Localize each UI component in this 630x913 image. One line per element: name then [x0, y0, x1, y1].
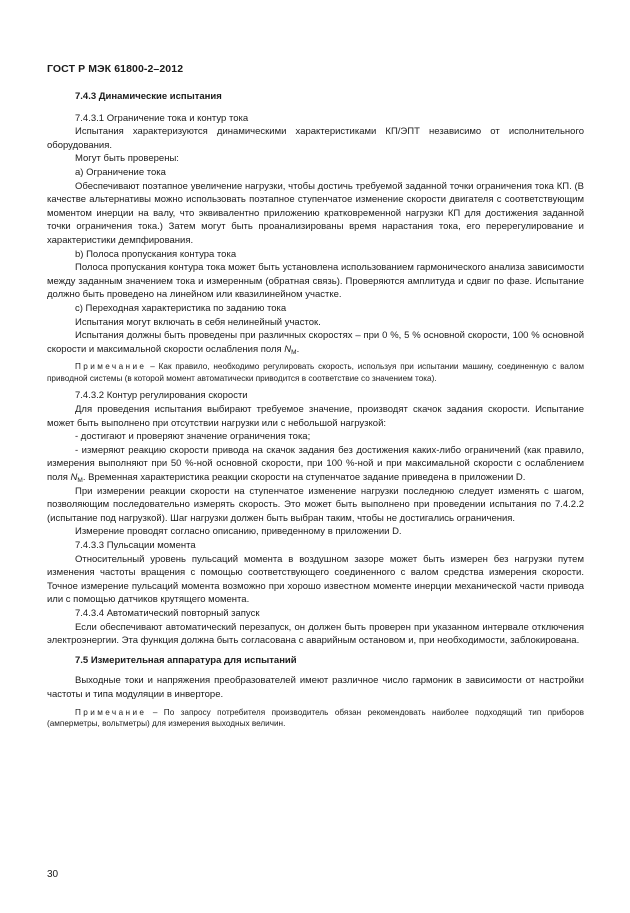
list-item — [47, 444, 584, 485]
page-number: 30 — [47, 869, 59, 880]
subsection-title: 7.4.3.1 Ограничение тока и контур тока — [75, 112, 249, 124]
note — [47, 707, 584, 730]
paragraph: Могут быть проверены: — [75, 153, 179, 165]
list-item: с) Переходная характеристика по заданию тока — [75, 302, 287, 314]
paragraph: При измерении реакции скорости на ступенчатое изменение нагрузки последнюю следует изменять с шагом, позволяющим последовательно измерять скорость. Это может быть выполнено при проведении испытания по 7.4.2.2 (испытание под нагрузкой). Шаг нагрузки должен быть выбран таким, чтобы не достигались ограничения. — [47, 485, 584, 524]
paragraph: Если обеспечивают автоматический перезапуск, он должен быть проверен при указанном интервале отключения электроэнергии. Эта функция должна быть согласована с аварийным остановом и, при необходимости, заблокирована. — [47, 621, 584, 647]
note-label: Примечание — [75, 362, 147, 372]
paragraph — [47, 329, 584, 356]
section-heading-7-4-3: 7.4.3 Динамические испытания — [75, 91, 222, 102]
subscript: M — [77, 477, 83, 485]
list-item: b) Полоса пропускания контура тока — [75, 248, 237, 260]
note-text: – По запросу потребителя производитель обязан рекомендовать наиболее подходящий тип приборов (амперметры, вольтметры) для измерения выходных величин. — [47, 707, 584, 729]
paragraph: Выходные токи и напряжения преобразователей имеют различное число гармоник в зависимости от настройки частоты и типа модуляции в инверторе. — [47, 675, 584, 700]
note-text: – Как правило, необходимо регулировать скорость, используя при испытании машину, соединенную с валом приводной системы (в которой момент автоматически приводится в соответствие со значением тока). — [47, 362, 584, 383]
paragraph: Относительный уровень пульсаций момента в воздушном зазоре может быть измерен без нагрузки путем изменения частоты вращения с помощью соответствующего соединенного с валом средства измерения скорости. Точное измерение пульсаций момента возможно при хорошо известном моменте инерции механической части привода или с помощью датчиков крутящего момента. — [47, 553, 584, 606]
subscript: M — [291, 348, 297, 356]
list-item: - достигают и проверяют значение ограничения тока; — [75, 431, 311, 443]
paragraph: Обеспечивают поэтапное увеличение нагрузки, чтобы достичь требуемой заданной точки ограничения тока КП. (В качестве альтернативы можно использовать поэтапное ступенчатое изменение скорости двигателя с соответствующим моментом инерции на валу, что эквивалентно приложению кратковременной нагрузки КП для достижения заданной точки ограничения тока.) Затем могут быть проанализированы время нарастания тока, его перерегулирование и характеристики демпфирования. — [47, 180, 584, 246]
document-body — [47, 90, 584, 735]
document-header: ГОСТ Р МЭК 61800-2–2012 — [47, 63, 184, 75]
paragraph-text: Испытания должны быть проведены при различных скоростях – при 0 %, 5 % основной скорости, 100 % основной скорости и максимальной скорости ослабления поля — [47, 330, 584, 355]
subsection-title: 7.4.3.3 Пульсации момента — [75, 540, 196, 551]
paragraph: Испытания характеризуются динамическими характеристиками КП/ЭПТ независимо от исполнительного оборудования. — [47, 126, 584, 151]
paragraph-text: . — [296, 343, 300, 355]
paragraph-text: - измеряют реакцию скорости привода на скачок задания без достижения каких-либо ограничений (как правило, измерения выполняют при 50 %-ной основной скорости, при 100 %-ной и при максимальной скорости с ослаблением поля — [47, 444, 584, 484]
paragraph: Для проведения испытания выбирают требуемое значение, производят скачок задания скорости. Испытание может быть выполнено при отсутствии нагрузки или с небольшой нагрузкой: — [47, 404, 584, 429]
variable: N — [284, 343, 292, 355]
subsection-title: 7.4.3.2 Контур регулирования скорости — [75, 390, 248, 402]
paragraph: Полоса пропускания контура тока может быть установлена использованием гармонического анализа зависимости между заданным значением тока и измеренным (обратная связь). Проверяются амплитуда и сдвиг по фазе. Испытание должно быть проведено на линейном или квазилинейном участке. — [47, 262, 584, 301]
subsection-title: 7.4.3.4 Автоматический повторный запуск — [75, 607, 260, 619]
list-item: а) Ограничение тока — [75, 166, 166, 178]
note-label: Примечание — [75, 707, 147, 717]
section-heading-7-5: 7.5 Измерительная аппаратура для испытаний — [75, 654, 297, 666]
note — [47, 361, 584, 384]
paragraph-text: . Временная характеристика реакции скорости на ступенчатое задание приведена в приложении D. — [82, 472, 526, 484]
paragraph: Испытания могут включать в себя нелинейный участок. — [75, 316, 321, 328]
paragraph: Измерение проводят согласно описанию, приведенному в приложении D. — [75, 526, 402, 538]
variable: N — [70, 472, 78, 484]
